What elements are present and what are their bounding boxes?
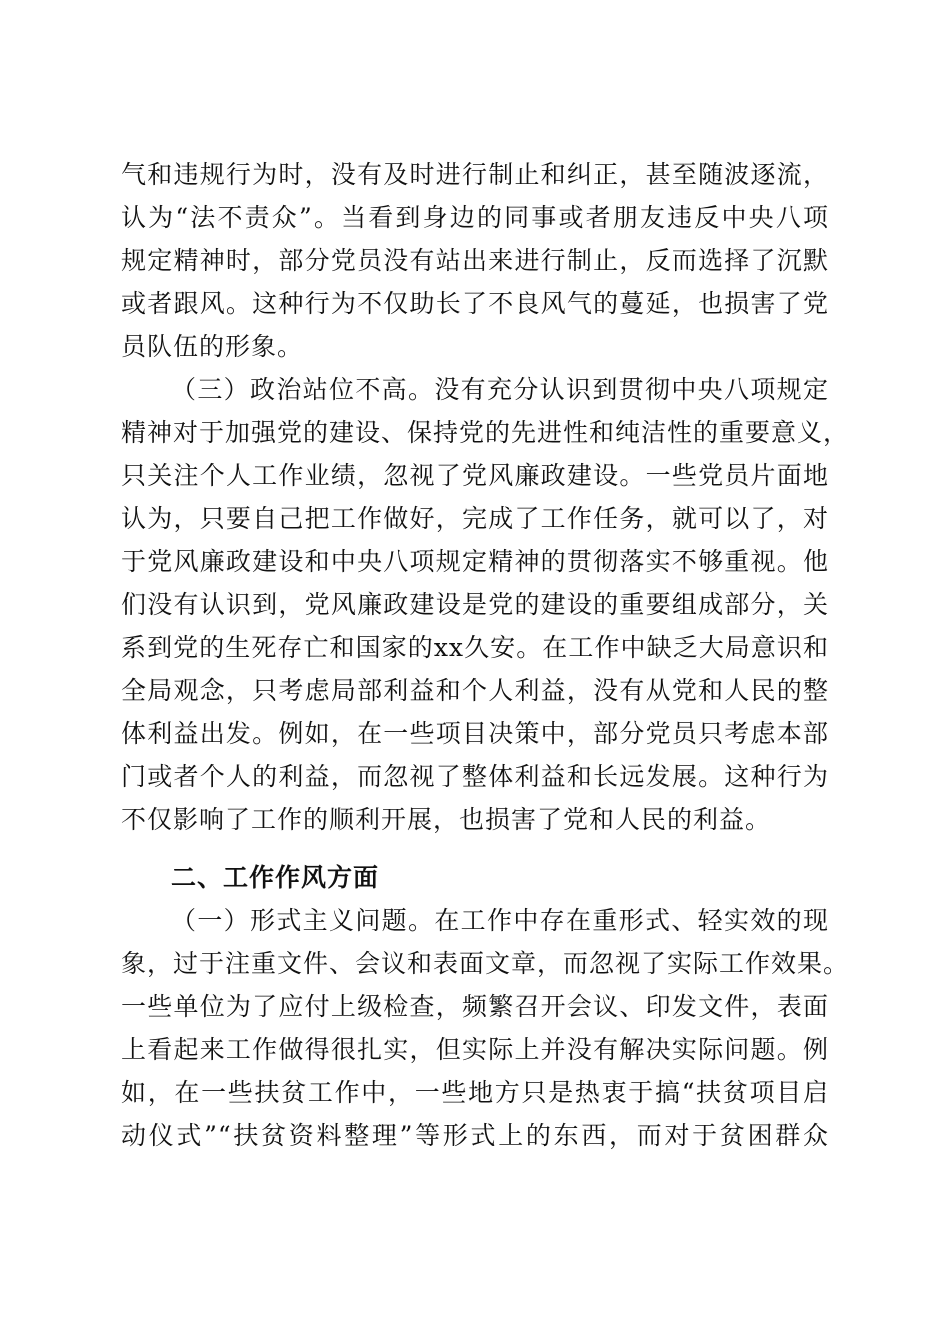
text-line: 动仪式”“扶贫资料整理”等形式上的东西，而对于贫困群众 xyxy=(121,1121,829,1150)
text-line: 上看起来工作做得很扎实，但实际上并没有解决实际问题。例 xyxy=(121,1035,829,1064)
text-line: 一些单位为了应付上级检查，频繁召开会议、印发文件，表面 xyxy=(121,992,829,1021)
text-line: 认为“法不责众”。当看到身边的同事或者朋友违反中央八项 xyxy=(121,203,829,232)
text-line: 只关注个人工作业绩，忽视了党风廉政建设。一些党员片面地 xyxy=(121,461,829,490)
text-line: 或者跟风。这种行为不仅助长了不良风气的蔓延，也损害了党 xyxy=(121,289,829,318)
text-line: 们没有认识到，党风廉政建设是党的建设的重要组成部分，关 xyxy=(121,590,829,619)
text-line: 精神对于加强党的建设、保持党的先进性和纯洁性的重要意义， xyxy=(121,418,850,447)
text-line: 象，过于注重文件、会议和表面文章，而忽视了实际工作效果。 xyxy=(121,949,850,978)
text-line: 系到党的生死存亡和国家的xx久安。在工作中缺乏大局意识和 xyxy=(121,633,829,662)
text-line: （一）形式主义问题。在工作中存在重形式、轻实效的现 xyxy=(171,906,829,935)
text-line: 气和违规行为时，没有及时进行制止和纠正，甚至随波逐流， xyxy=(121,160,829,189)
text-line: 员队伍的形象。 xyxy=(121,332,304,361)
section-heading: 二、工作作风方面 xyxy=(171,863,380,892)
text-line: 体利益出发。例如，在一些项目决策中，部分党员只考虑本部 xyxy=(121,719,829,748)
text-line: 规定精神时，部分党员没有站出来进行制止，反而选择了沉默 xyxy=(121,246,829,275)
text-line: 于党风廉政建设和中央八项规定精神的贯彻落实不够重视。他 xyxy=(121,547,829,576)
text-line: （三）政治站位不高。没有充分认识到贯彻中央八项规定 xyxy=(171,375,829,404)
text-line: 如，在一些扶贫工作中，一些地方只是热衷于搞“扶贫项目启 xyxy=(121,1078,829,1107)
text-line: 认为，只要自己把工作做好，完成了工作任务，就可以了，对 xyxy=(121,504,829,533)
text-line: 门或者个人的利益，而忽视了整体利益和长远发展。这种行为 xyxy=(121,762,829,791)
text-line: 不仅影响了工作的顺利开展，也损害了党和人民的利益。 xyxy=(121,805,772,834)
text-line: 全局观念，只考虑局部利益和个人利益，没有从党和人民的整 xyxy=(121,676,829,705)
